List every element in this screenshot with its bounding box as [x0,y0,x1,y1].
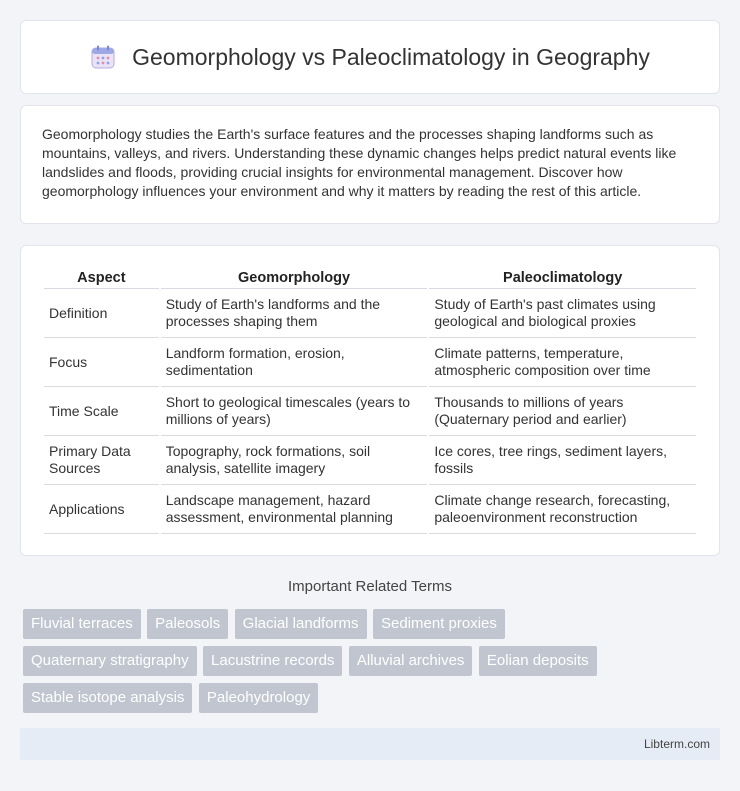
cell-paleoclimatology: Study of Earth's past climates using geological and biological proxies [429,289,696,338]
comparison-table-card [20,245,720,556]
calendar-icon [90,44,116,70]
table-row [44,387,696,436]
tag-alluvial-archives[interactable]: Alluvial archives [349,646,473,676]
table-row [44,436,696,485]
cell-geomorphology: Landscape management, hazard assessment, environmental planning [161,485,428,534]
tag-stable-isotope-analysis[interactable]: Stable isotope analysis [23,683,192,713]
cell-paleoclimatology: Ice cores, tree rings, sediment layers, fossils [429,436,696,485]
comparison-table [42,266,698,534]
cell-aspect: Applications [44,485,159,534]
header-card [20,20,720,94]
cell-geomorphology: Short to geological timescales (years to millions of years) [161,387,428,436]
cell-geomorphology: Landform formation, erosion, sedimentation [161,338,428,387]
header-aspect: Aspect [44,266,159,289]
related-terms-title: Important Related Terms [288,578,452,595]
tag-fluvial-terraces[interactable]: Fluvial terraces [23,609,141,639]
footer-brand-link[interactable]: Libterm.com [643,737,710,751]
tag-paleohydrology[interactable]: Paleohydrology [199,683,318,713]
intro-card [20,105,720,224]
tag-glacial-landforms[interactable]: Glacial landforms [235,609,367,639]
cell-paleoclimatology: Climate change research, forecasting, paleoenvironment reconstruction [429,485,696,534]
footer [20,728,720,760]
tag-quaternary-stratigraphy[interactable]: Quaternary stratigraphy [23,646,197,676]
cell-aspect: Primary Data Sources [44,436,159,485]
tag-sediment-proxies[interactable]: Sediment proxies [373,609,505,639]
cell-geomorphology: Topography, rock formations, soil analysis, satellite imagery [161,436,428,485]
cell-paleoclimatology: Climate patterns, temperature, atmospheric composition over time [429,338,696,387]
cell-aspect: Time Scale [44,387,159,436]
cell-paleoclimatology: Thousands to millions of years (Quaternary period and earlier) [429,387,696,436]
tag-paleosols[interactable]: Paleosols [147,609,228,639]
header-paleoclimatology: Paleoclimatology [429,266,696,289]
cell-aspect: Definition [44,289,159,338]
cell-aspect: Focus [44,338,159,387]
header-geomorphology: Geomorphology [161,266,428,289]
table-header-row [44,266,696,289]
table-row [44,338,696,387]
page-title: Geomorphology vs Paleoclimatology in Geography [132,43,650,70]
cell-geomorphology: Study of Earth's landforms and the processes shaping them [161,289,428,338]
tag-eolian-deposits[interactable]: Eolian deposits [479,646,597,676]
table-row [44,485,696,534]
tag-lacustrine-records[interactable]: Lacustrine records [203,646,342,676]
table-row [44,289,696,338]
related-terms-list [23,609,723,720]
intro-text: Geomorphology studies the Earth's surface features and the processes shaping landforms such as mountains, valleys, and rivers. Understanding these dynamic changes helps predict natural events like landslides and floods, providing crucial insights for environmental management. Discover how geomorphology influences your environment and why it matters by reading the rest of this article. [42,126,677,199]
